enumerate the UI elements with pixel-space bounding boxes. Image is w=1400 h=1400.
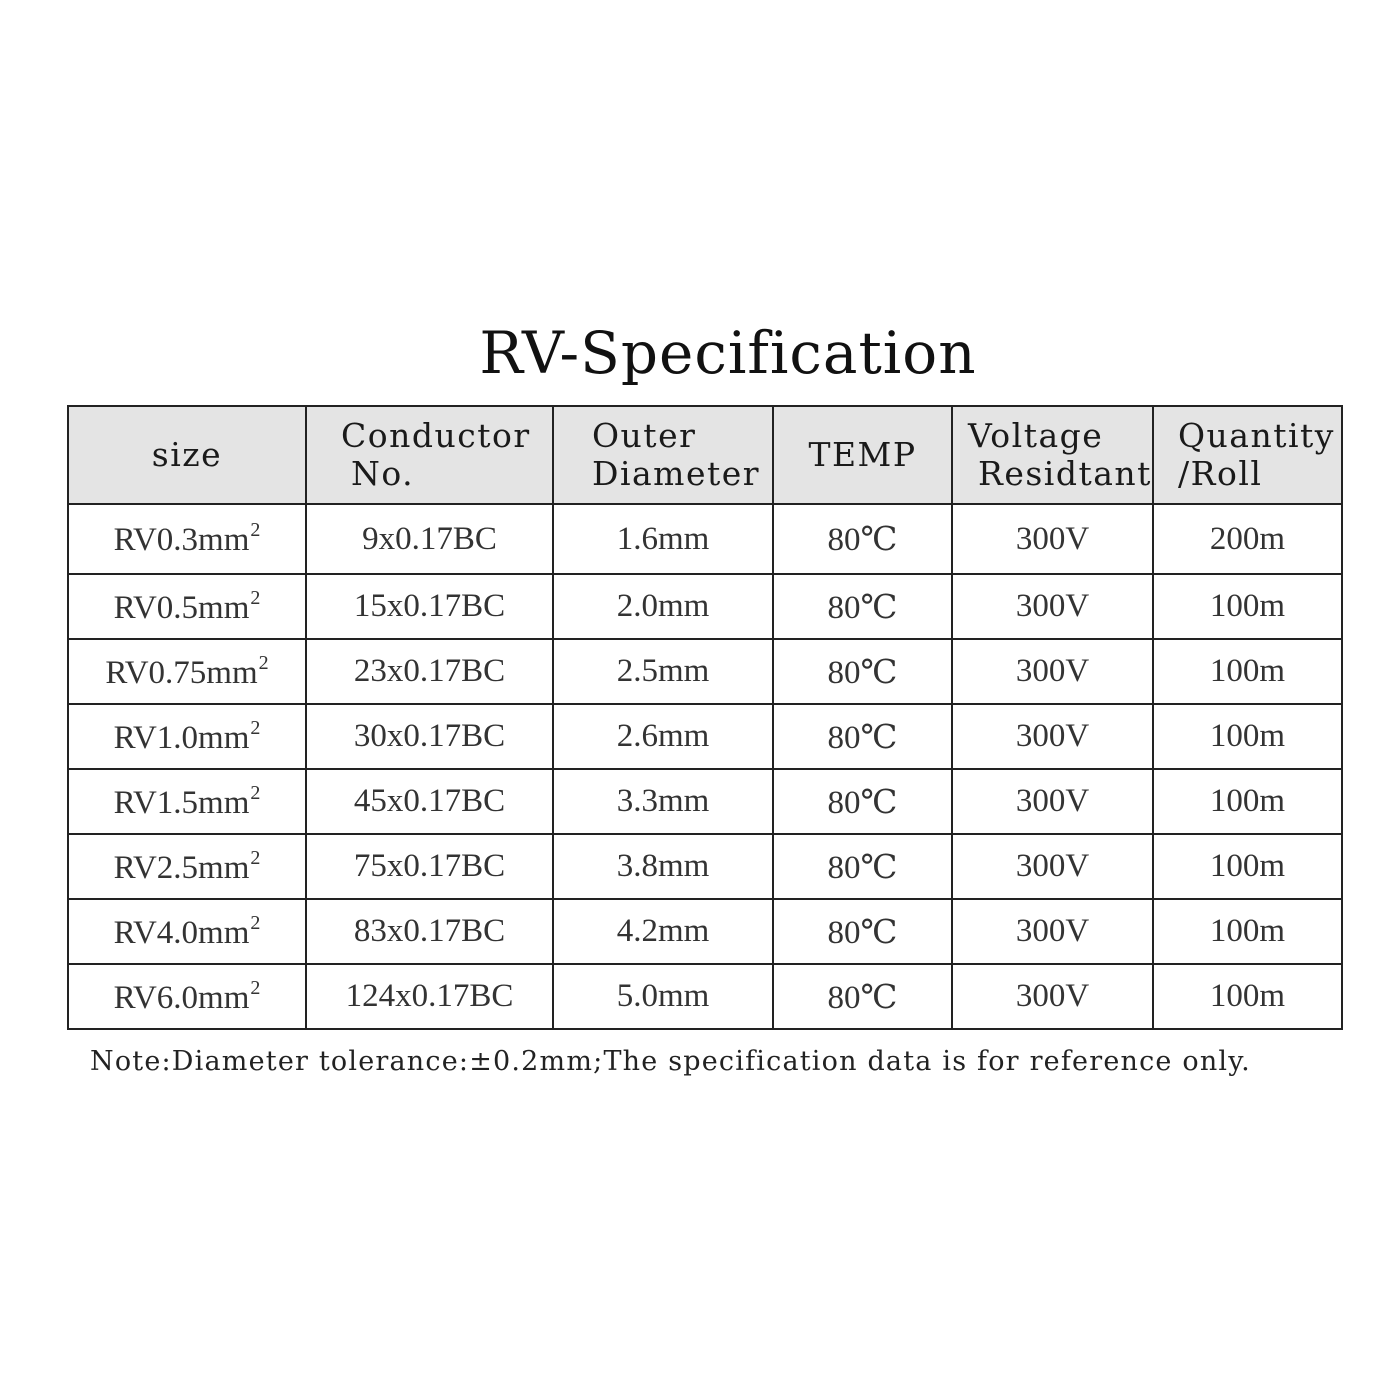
size-superscript: 2 [250,519,261,541]
size-value: RV0.3mm [113,522,250,558]
voltage-cell: 300V [952,964,1153,1029]
conductor-cell: 75x0.17BC [306,834,553,899]
header-voltage-line1: Voltage [968,416,1104,455]
voltage-cell: 300V [952,769,1153,834]
header-temp [773,406,952,504]
footnote: Note:Diameter tolerance:±0.2mm;The specification data is for reference only. [90,1046,1251,1077]
header-size [68,406,306,504]
quantity-cell: 100m [1153,834,1342,899]
table-row [68,639,1342,704]
table-row [68,769,1342,834]
voltage-cell: 300V [952,704,1153,769]
diameter-cell: 2.6mm [553,704,773,769]
table-row [68,899,1342,964]
size-superscript: 2 [250,911,261,934]
size-value: RV2.5mm [113,849,250,886]
diameter-cell: 4.2mm [553,899,773,964]
quantity-cell: 100m [1153,639,1342,704]
header-temp-label: TEMP [808,435,917,474]
header-voltage-line2: Residtant [978,454,1152,493]
size-value: RV1.5mm [113,784,250,821]
size-cell [68,504,306,574]
size-value: RV4.0mm [113,914,250,951]
conductor-cell: 9x0.17BC [306,504,553,574]
header-voltage [952,406,1153,504]
size-cell [68,899,306,964]
diameter-cell: 3.8mm [553,834,773,899]
quantity-cell: 200m [1153,504,1342,574]
header-outer-line2: Diameter [592,454,761,493]
quantity-cell: 100m [1153,704,1342,769]
voltage-cell: 300V [952,504,1153,574]
diameter-cell: 2.5mm [553,639,773,704]
quantity-cell: 100m [1153,574,1342,639]
size-value: RV1.0mm [113,719,250,756]
diameter-cell: 5.0mm [553,964,773,1029]
size-superscript: 2 [258,651,269,674]
diameter-cell: 1.6mm [553,504,773,574]
voltage-cell: 300V [952,899,1153,964]
quantity-cell: 100m [1153,769,1342,834]
conductor-cell: 15x0.17BC [306,574,553,639]
header-quantity [1153,406,1342,504]
temp-cell: 80℃ [773,504,952,574]
size-superscript: 2 [250,586,261,609]
table-row [68,834,1342,899]
table-row [68,964,1342,1029]
size-value: RV6.0mm [113,979,250,1016]
specification-table [67,405,1343,1030]
header-size-label: size [151,435,223,474]
voltage-cell: 300V [952,574,1153,639]
temp-cell: 80℃ [773,899,952,964]
diameter-cell: 3.3mm [553,769,773,834]
header-conductor [306,406,553,504]
size-cell [68,834,306,899]
header-outer-line1: Outer [592,416,697,455]
size-cell [68,964,306,1029]
table-row [68,574,1342,639]
size-superscript: 2 [250,781,261,804]
header-conductor-line1: Conductor [341,416,531,455]
temp-cell: 80℃ [773,964,952,1029]
size-superscript: 2 [250,846,261,869]
table-row [68,704,1342,769]
temp-cell: 80℃ [773,639,952,704]
table-row [68,504,1342,574]
temp-cell: 80℃ [773,769,952,834]
size-value: RV0.5mm [113,589,250,626]
size-cell [68,639,306,704]
page-title: RV-Specification [479,319,977,387]
temp-cell: 80℃ [773,574,952,639]
conductor-cell: 124x0.17BC [306,964,553,1029]
conductor-cell: 23x0.17BC [306,639,553,704]
diameter-cell: 2.0mm [553,574,773,639]
size-superscript: 2 [250,976,261,999]
conductor-cell: 45x0.17BC [306,769,553,834]
voltage-cell: 300V [952,834,1153,899]
quantity-cell: 100m [1153,964,1342,1029]
header-quantity-line1: Quantity [1178,416,1335,455]
size-cell [68,769,306,834]
header-conductor-line2: No. [351,454,415,493]
table-header-row [68,406,1342,504]
size-cell [68,574,306,639]
size-value: RV0.75mm [105,654,258,691]
conductor-cell: 30x0.17BC [306,704,553,769]
header-quantity-line2: /Roll [1178,454,1263,493]
conductor-cell: 83x0.17BC [306,899,553,964]
temp-cell: 80℃ [773,704,952,769]
temp-cell: 80℃ [773,834,952,899]
size-cell [68,704,306,769]
size-superscript: 2 [250,716,261,739]
voltage-cell: 300V [952,639,1153,704]
header-outer-diameter [553,406,773,504]
quantity-cell: 100m [1153,899,1342,964]
